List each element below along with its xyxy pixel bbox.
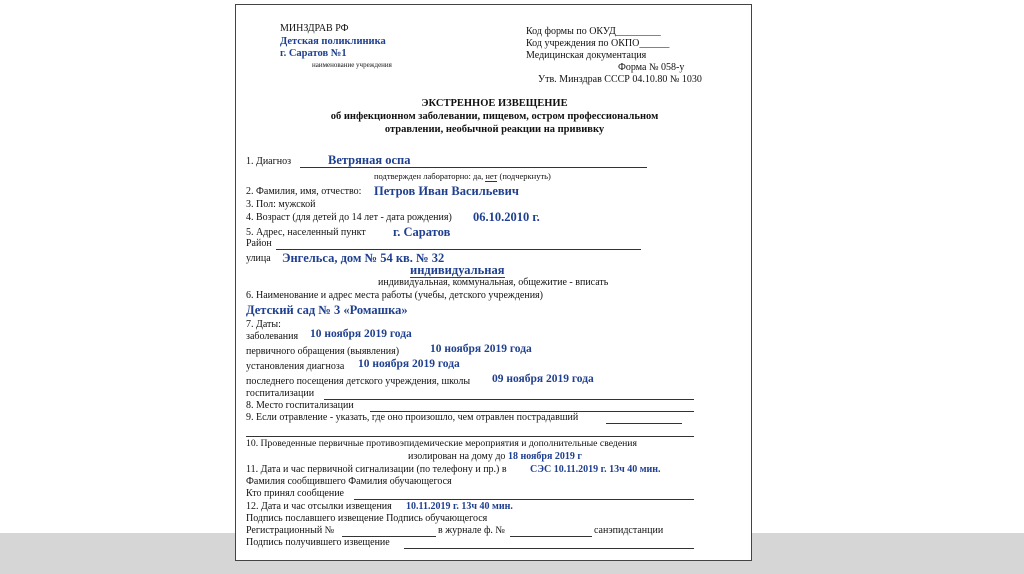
hospitalization-label: госпитализации [246, 388, 315, 399]
address-label: 5. Адрес, населенный пункт [246, 227, 366, 238]
dates-label: 7. Даты: [246, 319, 281, 330]
address-value: г. Саратов [393, 225, 451, 239]
lab-confirm-no: нет [485, 171, 498, 181]
approval-note: Утв. Минздрав СССР 04.10.80 № 1030 [538, 74, 702, 85]
signal-value: СЭС 10.11.2019 г. 13ч 40 мин. [530, 464, 661, 475]
age-value: 06.10.2010 г. [473, 210, 540, 224]
station-label: санэпидстанции [594, 525, 664, 536]
okpo-code: Код учреждения по ОКПО______ [526, 38, 670, 49]
poisoning-line-2 [246, 436, 694, 437]
district-label: Район [246, 238, 272, 249]
street-value: Энгельса, дом № 54 кв. № 32 [282, 251, 445, 265]
housing-value: индивидуальная [410, 263, 505, 277]
form-number: Форма № 058-у [618, 62, 685, 73]
first-visit-label: первичного обращения (выявления) [246, 346, 400, 357]
first-visit-value: 10 ноября 2019 года [430, 343, 532, 355]
sent-label: 12. Дата и час отсылки извещения [246, 501, 392, 512]
illness-date-label: заболевания [246, 331, 299, 342]
ministry-label: МИНЗДРАВ РФ [280, 23, 349, 34]
street-label: улица [246, 253, 271, 264]
sent-value: 10.11.2019 г. 13ч 40 мин. [406, 501, 513, 512]
last-visit-value: 09 ноября 2019 года [492, 373, 594, 385]
diagnosis-label: 1. Диагноз [246, 156, 292, 167]
diagnosis-date-value: 10 ноября 2019 года [358, 358, 460, 370]
notification-form [235, 4, 752, 561]
form-subtitle-1: об инфекционном заболевании, пищевом, остром профессиональном [330, 111, 659, 122]
receiver-label: Кто принял сообщение [246, 488, 344, 499]
receiver-sign-label: Подпись получившего извещение [246, 537, 390, 548]
diagnosis-value: Ветряная оспа [328, 153, 411, 167]
hosp-place-label: 8. Место госпитализации [246, 400, 354, 411]
institution-caption: наименование учреждения [312, 61, 392, 69]
receiver-line [354, 499, 694, 500]
journal-label: в журнале ф. № [438, 525, 505, 536]
clinic-name: Детская поликлиника [280, 36, 386, 47]
name-value: Петров Иван Васильевич [374, 184, 519, 198]
diagnosis-date-label: установления диагноза [246, 361, 345, 372]
name-label: 2. Фамилия, имя, отчество: [246, 186, 362, 197]
workplace-value: Детский сад № 3 «Ромашка» [246, 303, 408, 317]
receiver-sign-line [404, 548, 694, 549]
registration-label: Регистрационный № [246, 525, 335, 536]
illness-date-value: 10 ноября 2019 года [310, 328, 412, 340]
lab-confirm-text: подтвержден лабораторно: да, нет (подчеркнуть) [374, 171, 551, 181]
sex-field: 3. Пол: мужской [246, 199, 316, 210]
measures-value-text: изолирован на дому до 18 ноября 2019 г [408, 451, 582, 462]
form-title: ЭКСТРЕННОЕ ИЗВЕЩЕНИЕ [421, 98, 568, 109]
measures-label: 10. Проведенные первичные противоэпидемические мероприятия и дополнительные сведения [246, 438, 637, 449]
clinic-city: г. Саратов №1 [280, 48, 347, 59]
poisoning-label: 9. Если отравление - указать, где оно произошло, чем отравлен пострадавший [246, 412, 579, 423]
district-line [276, 249, 641, 250]
sender-sign-label: Подпись пославшего извещение Подпись обучающегося [246, 513, 488, 524]
poisoning-line [606, 423, 682, 424]
hospitalization-line [324, 399, 694, 400]
age-label: 4. Возраст (для детей до 14 лет - дата рождения) [246, 212, 452, 223]
measures-value-date: 18 ноября 2019 г [507, 451, 582, 462]
journal-line [510, 536, 592, 537]
workplace-label: 6. Наименование и адрес места работы (учебы, детского учреждения) [246, 290, 543, 301]
signal-label: 11. Дата и час первичной сигнализации (по телефону и пр.) в [246, 464, 507, 475]
diagnosis-line [300, 167, 647, 168]
reporter-label: Фамилия сообщившего Фамилия обучающегося [246, 476, 452, 487]
okud-code: Код формы по ОКУД_________ [526, 26, 661, 37]
last-visit-label: последнего посещения детского учреждения, школы [246, 376, 471, 387]
medical-doc-label: Медицинская документация [526, 50, 647, 61]
housing-hint: индивидуальная, коммунальная, общежитие - вписать [378, 277, 609, 288]
form-subtitle-2: отравлении, необычной реакции на прививку [384, 124, 605, 135]
